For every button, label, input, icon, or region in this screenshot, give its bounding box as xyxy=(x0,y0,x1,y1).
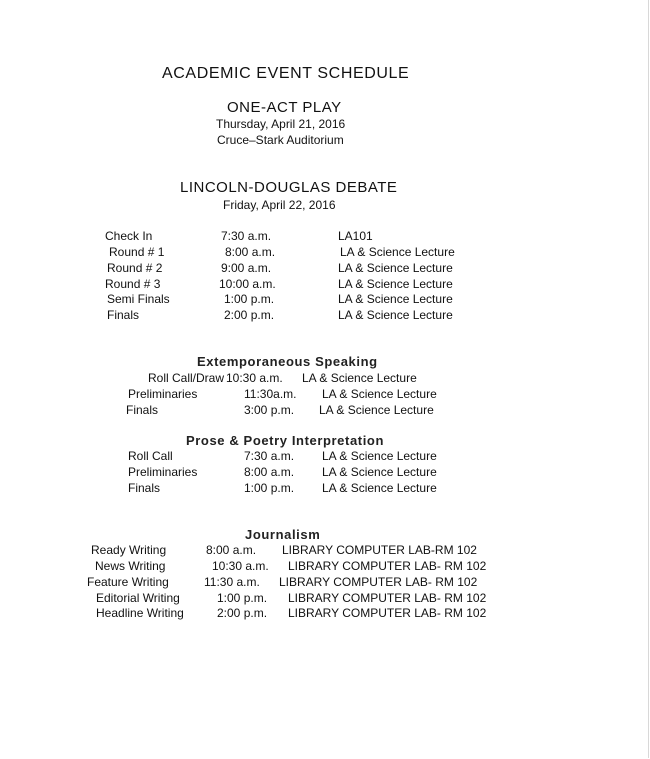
journalism-row-0-time: 8:00 a.m. xyxy=(206,543,257,557)
ld-row-3-event: Round # 3 xyxy=(105,277,161,291)
ld-row-4-time: 1:00 p.m. xyxy=(224,292,275,306)
one-act-heading: ONE-ACT PLAY xyxy=(227,99,342,116)
ld-row-0-time: 7:30 a.m. xyxy=(221,229,272,243)
ld-row-5-place: LA & Science Lecture xyxy=(338,308,453,322)
prose-row-0-event: Roll Call xyxy=(128,449,173,463)
journalism-row-1-event: News Writing xyxy=(95,559,166,573)
prose-row-2-time: 1:00 p.m. xyxy=(244,481,295,495)
journalism-row-2-time: 11:30 a.m. xyxy=(204,575,260,589)
journalism-row-1-time: 10:30 a.m. xyxy=(212,559,269,573)
ld-row-4-place: LA & Science Lecture xyxy=(338,292,453,306)
journalism-row-3-event: Editorial Writing xyxy=(96,591,180,605)
ld-row-2-place: LA & Science Lecture xyxy=(338,261,453,275)
prose-row-2-event: Finals xyxy=(128,481,161,495)
ld-row-3-time: 10:00 a.m. xyxy=(219,277,276,291)
journalism-row-2-event: Feature Writing xyxy=(87,575,169,589)
prose-row-0-place: LA & Science Lecture xyxy=(322,449,437,463)
prose-row-1-event: Preliminaries xyxy=(128,465,198,479)
journalism-row-4-event: Headline Writing xyxy=(96,606,184,620)
prose-row-1-place: LA & Science Lecture xyxy=(322,465,437,479)
ld-row-1-event: Round # 1 xyxy=(109,245,165,259)
one-act-location: Cruce–Stark Auditorium xyxy=(217,133,344,147)
prose-heading: Prose & Poetry Interpretation xyxy=(186,433,384,448)
journalism-row-3-time: 1:00 p.m. xyxy=(217,591,268,605)
journalism-row-3-place: LIBRARY COMPUTER LAB- RM 102 xyxy=(288,591,487,605)
journalism-heading: Journalism xyxy=(245,527,321,542)
ld-row-0-event: Check In xyxy=(105,229,153,243)
extemp-row-2-time: 3:00 p.m. xyxy=(244,403,295,417)
extemp-row-0-event: Roll Call/Draw xyxy=(148,371,225,385)
ld-row-2-event: Round # 2 xyxy=(107,261,163,275)
prose-row-2-place: LA & Science Lecture xyxy=(322,481,437,495)
extemp-row-1-event: Preliminaries xyxy=(128,387,198,401)
ld-row-1-time: 8:00 a.m. xyxy=(225,245,276,259)
extemp-row-0-place: LA & Science Lecture xyxy=(302,371,417,385)
one-act-date: Thursday, April 21, 2016 xyxy=(216,117,346,131)
journalism-row-1-place: LIBRARY COMPUTER LAB- RM 102 xyxy=(288,559,487,573)
extemp-row-0-time: 10:30 a.m. xyxy=(226,371,283,385)
ld-row-3-place: LA & Science Lecture xyxy=(338,277,453,291)
extemp-row-1-time: 11:30a.m. xyxy=(244,387,297,401)
ld-row-1-place: LA & Science Lecture xyxy=(340,245,455,259)
prose-row-1-time: 8:00 a.m. xyxy=(244,465,295,479)
ld-row-4-event: Semi Finals xyxy=(107,292,170,306)
journalism-row-2-place: LIBRARY COMPUTER LAB- RM 102 xyxy=(279,575,478,589)
ld-row-2-time: 9:00 a.m. xyxy=(221,261,272,275)
extemp-row-2-place: LA & Science Lecture xyxy=(319,403,434,417)
ld-row-0-place: LA101 xyxy=(338,229,373,243)
extemp-row-1-place: LA & Science Lecture xyxy=(322,387,437,401)
lincoln-douglas-date: Friday, April 22, 2016 xyxy=(223,198,336,212)
ld-row-5-time: 2:00 p.m. xyxy=(224,308,275,322)
extemp-row-2-event: Finals xyxy=(126,403,159,417)
ld-row-5-event: Finals xyxy=(107,308,140,322)
page-title: ACADEMIC EVENT SCHEDULE xyxy=(162,65,410,82)
extemp-heading: Extemporaneous Speaking xyxy=(197,354,378,369)
lincoln-douglas-heading: LINCOLN-DOUGLAS DEBATE xyxy=(180,179,398,196)
journalism-row-4-time: 2:00 p.m. xyxy=(217,606,268,620)
journalism-row-4-place: LIBRARY COMPUTER LAB- RM 102 xyxy=(288,606,487,620)
journalism-row-0-event: Ready Writing xyxy=(91,543,167,557)
journalism-row-0-place: LIBRARY COMPUTER LAB-RM 102 xyxy=(282,543,477,557)
prose-row-0-time: 7:30 a.m. xyxy=(244,449,295,463)
